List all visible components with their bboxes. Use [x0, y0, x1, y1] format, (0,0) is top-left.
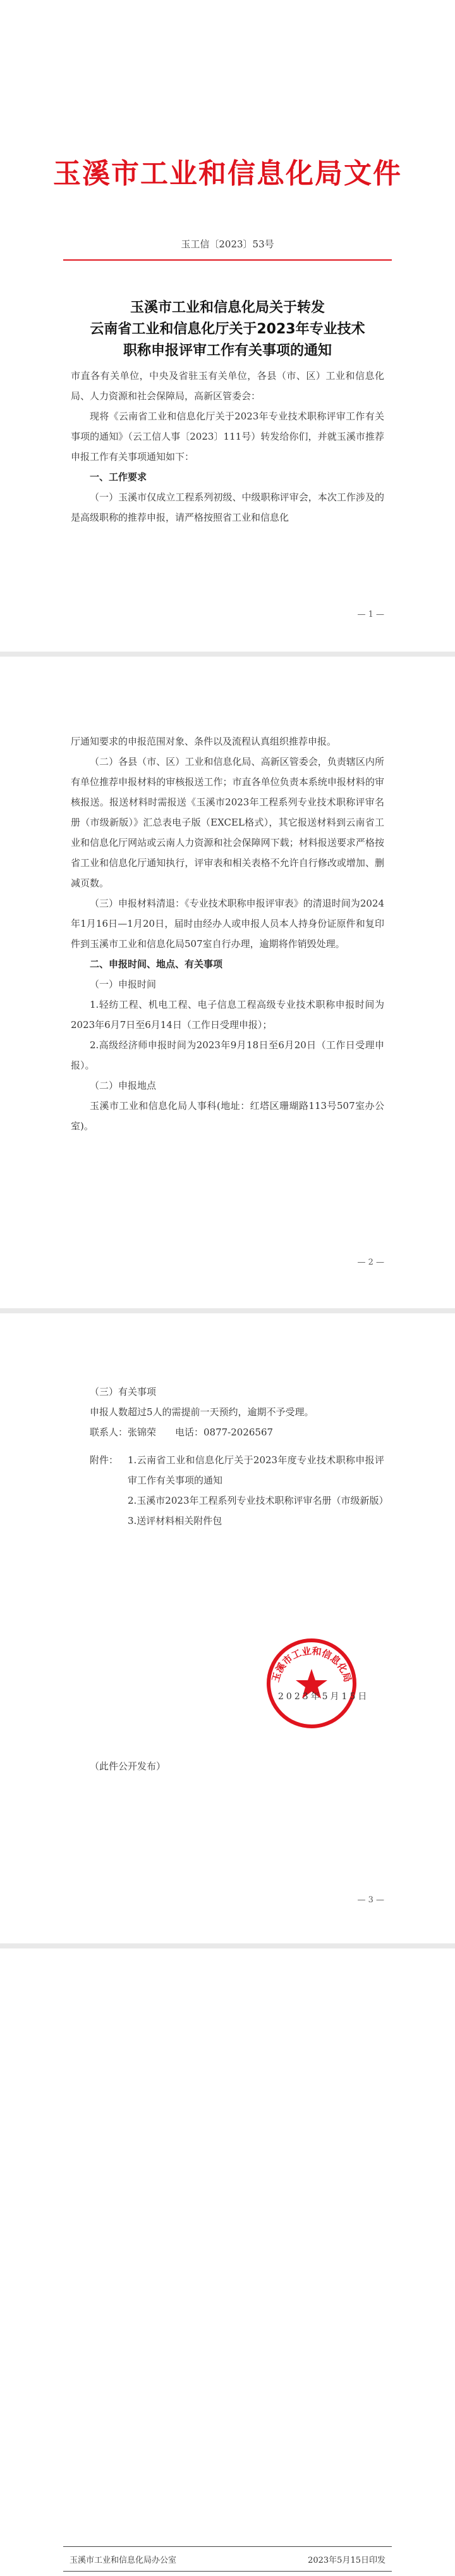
- page2-body: [71, 731, 384, 1136]
- red-divider: [63, 259, 392, 261]
- print-footer: [63, 2546, 392, 2572]
- page-1: [0, 0, 455, 652]
- document-title: [63, 297, 392, 362]
- attachment-item: 3.送评材料相关附件包: [128, 1515, 222, 1526]
- print-date: 2023年5月15日印发: [308, 2556, 385, 2565]
- agency-title: 玉溪市工业和信息化局文件: [53, 158, 402, 190]
- intro-paragraph: 现将《云南省工业和信息化厅关于2023年专业技术职称评审工作有关事项的通知》（云工信人事〔2023〕111号）转发给你们，并就玉溪市推荐申报工作有关事项通知如下：: [71, 411, 384, 462]
- section-heading: 二、申报时间、地点、有关事项: [90, 958, 223, 970]
- page-2: [0, 657, 455, 1308]
- list-item: 1.轻纺工程、机电工程、电子信息工程高级专业技术职称申报时间为2023年6月7日至6月14日（工作日受理申报）；: [71, 999, 384, 1031]
- official-seal-icon: [264, 1636, 359, 1731]
- title-line: 云南省工业和信息化厅关于2023年专业技术: [90, 321, 365, 337]
- paragraph: （二）各县（市、区）工业和信息化局、高新区管委会，负责辖区内所有单位推荐申报材料的审核报送工作；市直各单位负责本系统申报材料的审核报送。报送材料时需报送《玉溪市2023年工程系列专业技术职称评审名册（市级新版）》汇总表电子版（EXCEL格式），其它报送材料到云南省工业和信息化厅网站或云南人力资源和社会保障网下载；材料报送要求严格按省工业和信息化厅通知执行，评审表和相关表格不允许自行修改或增加、删减页数。: [71, 756, 384, 889]
- seal-text: 玉溪市工业和信息化局: [269, 1645, 354, 1684]
- page1-body: [71, 366, 384, 528]
- page3-body: [71, 1382, 389, 1531]
- contact-info: 联系人：张锦荣 电话：0877-2026567: [90, 1427, 274, 1438]
- sub-heading: （三）有关事项: [90, 1386, 157, 1397]
- list-item: 2.高级经济师申报时间为2023年9月18日至6月20日（工作日受理申报）。: [71, 1039, 384, 1071]
- attachment-item: 1.云南省工业和信息化厅关于2023年度专业技术职称申报评审工作有关事项的通知: [128, 1454, 384, 1486]
- attachments-label: 附件：: [90, 1454, 119, 1466]
- sub-heading: （二）申报地点: [90, 1080, 157, 1091]
- page-4: [0, 1948, 455, 2576]
- page-number: — 3 —: [357, 1895, 384, 1905]
- addressee: 市直各有关单位，中央及省驻玉有关单位，各县（市、区）工业和信息化局、人力资源和社会保障局，高新区管委会：: [71, 370, 384, 402]
- notice: 申报人数超过5人的需提前一天预约，逾期不予受理。: [90, 1406, 314, 1418]
- attachments: [71, 1450, 389, 1531]
- page-number: — 1 —: [357, 610, 384, 619]
- paragraph: （一）玉溪市仅成立工程系列初级、中级职称评审会，本次工作涉及的是高级职称的推荐申报，请严格按照省工业和信息化: [71, 492, 384, 523]
- public-note: （此件公开发布）: [90, 1761, 166, 1772]
- public-note-block: [71, 1756, 384, 1776]
- issuer: 玉溪市工业和信息化局办公室: [70, 2556, 177, 2565]
- title-line: 职称申报评审工作有关事项的通知: [123, 343, 332, 359]
- sub-heading: （一）申报时间: [90, 979, 157, 990]
- attachment-item: 2.玉溪市2023年工程系列专业技术职称评审名册（市级新版）: [128, 1495, 389, 1506]
- page-number: — 2 —: [357, 1258, 384, 1267]
- location: 玉溪市工业和信息化局人事科(地址：红塔区珊瑚路113号507室办公室)。: [71, 1100, 384, 1132]
- page-3: [0, 1313, 455, 1943]
- seal-date: 2023年5月15日: [278, 1692, 370, 1702]
- paragraph: （三）申报材料清退：《专业技术职称申报评审表》的清退时间为2024年1月16日—1月20日，届时由经办人或申报人员本人持身份证原件和复印件到玉溪市工业和信息化局507室自行办理，逾期将作销毁处理。: [71, 898, 384, 950]
- doc-number: 玉工信〔2023〕53号: [181, 238, 274, 250]
- title-line: 玉溪市工业和信息化局关于转发: [130, 300, 325, 316]
- section-heading: 一、工作要求: [90, 471, 147, 483]
- paragraph: 厅通知要求的申报范围对象、条件以及流程认真组织推荐申报。: [71, 736, 337, 747]
